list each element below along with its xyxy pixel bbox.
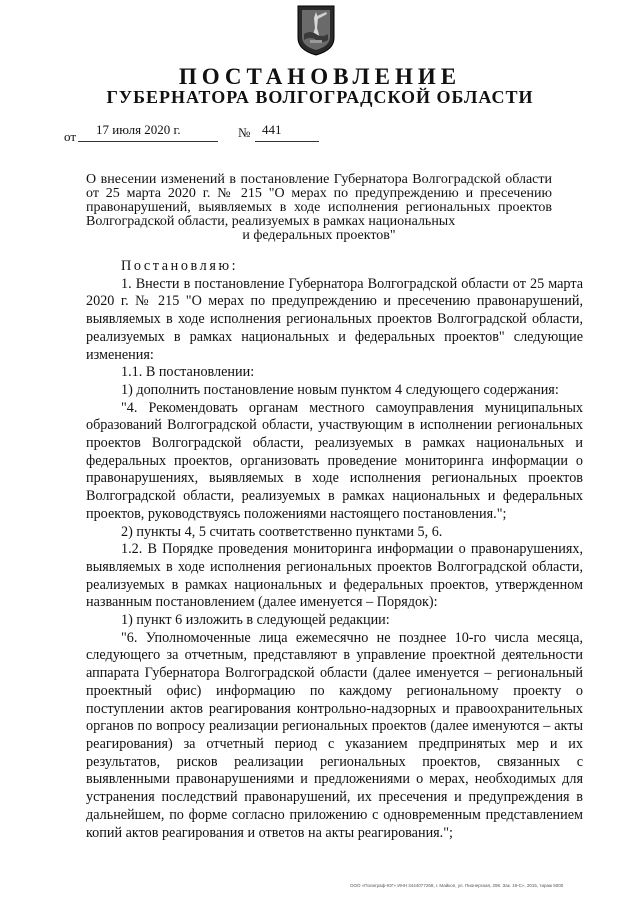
coat-of-arms-icon [296, 4, 336, 56]
date-label: от [64, 129, 77, 144]
paragraph-1-1: 1.1. В постановлении: [121, 364, 255, 381]
number-label: № [238, 125, 251, 140]
paragraph-1-1-1: 1) дополнить постановление новым пунктом 4 следующего содержания: [121, 381, 559, 398]
document-subject [86, 173, 552, 243]
postanovlyayu-heading: Постановляю: [121, 258, 239, 274]
document-body [86, 258, 583, 842]
paragraph-1-2: 1.2. В Порядке проведения мониторинга информации о правонарушениях, выявляемых в ходе исполнения региональных проектов Волгоградской области, реализуемых в рамках национальных и федеральных проектов, утвержденном названным постановлением (далее именуется – Порядок): [86, 541, 583, 611]
printer-imprint: ООО «Полиграф-ЮГ» ИНН 3444077268, г. Майкоп, ул. Пионерская, 298. Зак. 19-С», 2015, тираж 5000 [350, 883, 564, 888]
subject-line: О внесении изменений в постановление Губернатора Волгоградской области от 25 марта 2020 г. № 215 "О мерах по предупреждению и пресечению правонарушений, выявляемых в ходе исполнения региональных проектов Волгоградской области, реализуемых в рамках национальных [86, 172, 552, 229]
number-value: 441 [262, 122, 282, 137]
document-subtitle: ГУБЕРНАТОРА ВОЛГОГРАДСКОЙ ОБЛАСТИ [106, 87, 534, 107]
number-underline [255, 141, 319, 142]
subject-line: и федеральных проектов" [242, 228, 396, 243]
document-title: ПОСТАНОВЛЕНИЕ [178, 64, 462, 89]
paragraph-1: 1. Внести в постановление Губернатора Волгоградской области от 25 марта 2020 г. № 215 "О мерах по предупреждению и пресечению правонарушений, выявляемых в ходе исполнения региональных проектов Волгоградской области, реализуемых в рамках национальных и федеральных проектов" следующие изменения: [86, 275, 583, 363]
paragraph-1-1-2: 2) пункты 4, 5 считать соответственно пунктами 5, 6. [121, 523, 443, 540]
paragraph-1-2-1: 1) пункт 6 изложить в следующей редакции: [121, 612, 390, 629]
paragraph-new-item-4: "4. Рекомендовать органам местного самоуправления муниципальных образований Волгоградской области, участвующим в исполнении региональных проектов Волгоградской области, реализуемых в рамках национальных и федеральных проектов, организовать проведение мониторинга информации о правонарушениях, выявляемых в ходе исполнения региональных проектов Волгоградской области, реализуемых в рамках национальных и федеральных проектов, руководствуясь положениями настоящего постановления."; [86, 399, 583, 522]
date-underline [78, 141, 218, 142]
date-value: 17 июля 2020 г. [96, 122, 181, 137]
paragraph-new-item-6: "6. Уполномоченные лица ежемесячно не позднее 10-го числа месяца, следующего за отчетным, представляют в управление проектной деятельности аппарата Губернатора Волгоградской области (далее именуется – региональный проектный офис) информацию по каждому региональному проекту о поступлении актов реагирования контрольно-надзорных и правоохранительных органов по вопросу реализации региональных проектов (далее именуются – акты реагирования) за отчетный период с указанием предпринятых мер и их результатов, рисков реализации региональных проектов, связанных с выявленными правонарушениями и предложениями о мерах, необходимых для устранения последствий правонарушений, их пресечения и предупреждения в дальнейшем, по форме согласно приложению с одновременным представлением копий актов реагирования и ответов на акты реагирования."; [86, 629, 583, 841]
